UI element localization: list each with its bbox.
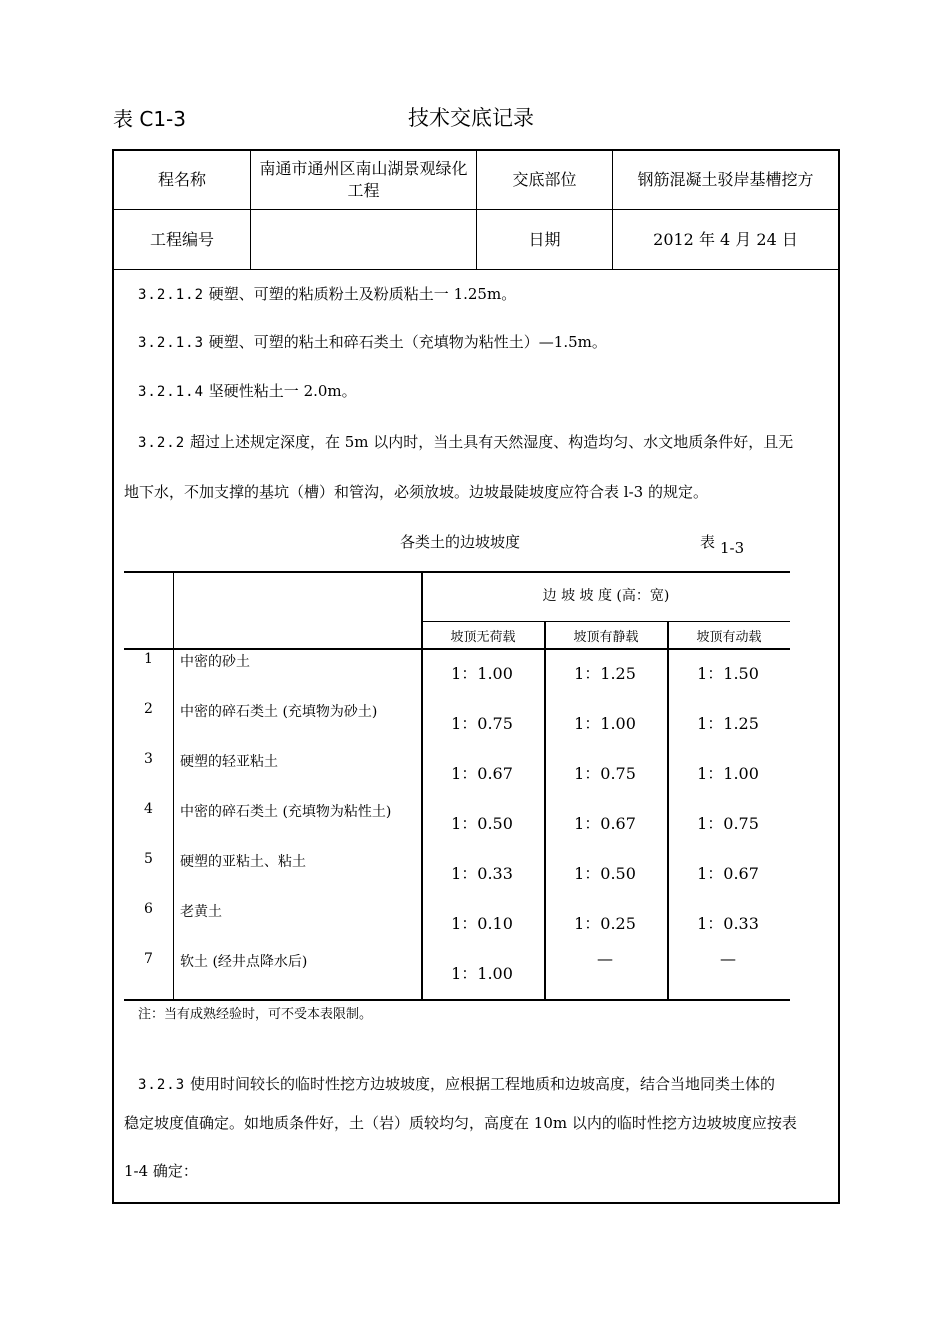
slope-table [124,571,790,1001]
clause-text: 使用时间较长的临时性挖方边坡坡度，应根据工程地质和边坡高度，结合当地同类土体的 [189,1075,775,1093]
row-number: 1 [144,651,153,667]
slope-static-load: — [597,949,613,968]
soil-type: 硬塑的亚粘土、粘土 [180,854,306,870]
row-number: 6 [144,901,153,917]
paragraph-3-2-1-4 [138,380,848,403]
slope-static-load: 1：0.75 [574,764,636,783]
slope-static-load: 1：1.00 [574,714,636,733]
slope-dynamic-load: — [720,949,736,968]
header-bottom-rule [124,648,790,650]
table-note: 注：当有成熟经验时，可不受本表限制。 [138,1007,373,1022]
slope-dynamic-load: 1：1.50 [697,664,759,683]
table-top-rule [124,571,790,573]
clause-number: 3.2.1.2 [138,287,205,303]
soil-type: 中密的碎石类土 (充填物为砂土) [180,704,378,720]
slope-static-load: 1：0.50 [574,864,636,883]
project-name-value: 南通市通州区南山湖景观绿化工程 [259,159,468,200]
clause-text: 超过上述规定深度，在 5m 以内时，当土具有天然湿度、构造均匀、水文地质条件好，且无 [189,433,794,451]
table-row [124,751,790,801]
col-header-dynamic-load: 坡顶有动载 [696,630,762,645]
part-value: 钢筋混凝土驳岸基槽挖方 [637,170,814,189]
soil-type: 中密的砂土 [180,654,250,670]
paragraph-3-2-3-line3: 1-4 确定： [124,1162,198,1180]
form-code: 表 C1-3 [113,107,186,131]
soil-type: 老黄土 [180,904,222,920]
clause-text: 硬塑、可塑的粘质粉土及粉质粘土一 1.25m。 [208,285,517,303]
clause-text: 硬塑、可塑的粘土和碎石类土（充填物为粘性土）—1.5m。 [208,333,607,351]
slope-dynamic-load: 1：1.25 [697,714,759,733]
paragraph-3-2-1-3 [138,331,848,354]
slope-static-load: 1：1.25 [574,664,636,683]
clause-number: 3.2.3 [138,1077,186,1093]
paragraph-3-2-3 [138,1073,848,1096]
slope-no-load: 1：0.50 [451,814,513,833]
col-header-static-load: 坡顶有静载 [573,630,639,645]
slope-no-load: 1：1.00 [451,664,513,683]
clause-text: 坚硬性粘土一 2.0m。 [208,382,357,400]
soil-type: 软土 (经井点降水后) [180,954,308,970]
col-header-no-load: 坡顶无荷载 [450,630,516,645]
group-header: 边 坡 坡 度 (高：宽) [542,588,670,604]
record-frame [112,149,840,1204]
paragraph-3-2-3-line2: 稳定坡度值确定。如地质条件好，土（岩）质较均匀，高度在 10m 以内的临时性挖方边坡坡度应按表 [124,1114,797,1132]
date-label: 日期 [528,229,561,249]
slope-no-load: 1：0.33 [451,864,513,883]
slope-table-title: 各类土的边坡坡度 [400,533,521,551]
paragraph-3-2-2-cont: 地下水，不加支撑的基坑（槽）和管沟，必须放坡。边坡最陡坡度应符合表 l-3 的规定。 [124,483,708,501]
row-number: 2 [144,701,153,717]
table-row [124,901,790,951]
slope-static-load: 1：0.25 [574,914,636,933]
paragraph-3-2-1-2 [138,283,848,306]
project-no-value [251,210,476,269]
slope-no-load: 1：1.00 [451,964,513,983]
row-number: 7 [144,951,153,967]
slope-dynamic-load: 1：1.00 [697,764,759,783]
soil-type: 中密的碎石类土 (充填物为粘性土) [180,804,392,820]
slope-dynamic-load: 1：0.33 [697,914,759,933]
slope-static-load: 1：0.67 [574,814,636,833]
slope-no-load: 1：0.75 [451,714,513,733]
slope-no-load: 1：0.10 [451,914,513,933]
header-divider-2 [114,269,838,270]
table-row [124,851,790,901]
slope-dynamic-load: 1：0.67 [697,864,759,883]
table-row [124,801,790,851]
clause-number: 3.2.1.4 [138,384,205,400]
date-value: 2012 年 4 月 24 日 [653,229,798,249]
slope-table-number: 1-3 [720,539,745,557]
table-row [124,951,790,1001]
slope-table-label: 表 [700,533,716,551]
soil-type: 硬塑的轻亚粘土 [180,754,278,770]
row-number: 3 [144,751,153,767]
slope-dynamic-load: 1：0.75 [697,814,759,833]
paragraph-3-2-2 [138,431,848,454]
table-row [124,701,790,751]
form-title: 技术交底记录 [408,106,534,130]
project-no-label: 工程编号 [149,229,214,249]
project-name-label: 程名称 [157,170,206,189]
clause-number: 3.2.1.3 [138,335,205,351]
row-number: 5 [144,851,153,867]
slope-no-load: 1：0.67 [451,764,513,783]
part-label: 交底部位 [512,170,577,189]
clause-number: 3.2.2 [138,435,186,451]
group-header-rule [422,621,790,622]
row-number: 4 [144,801,153,817]
table-row [124,651,790,701]
